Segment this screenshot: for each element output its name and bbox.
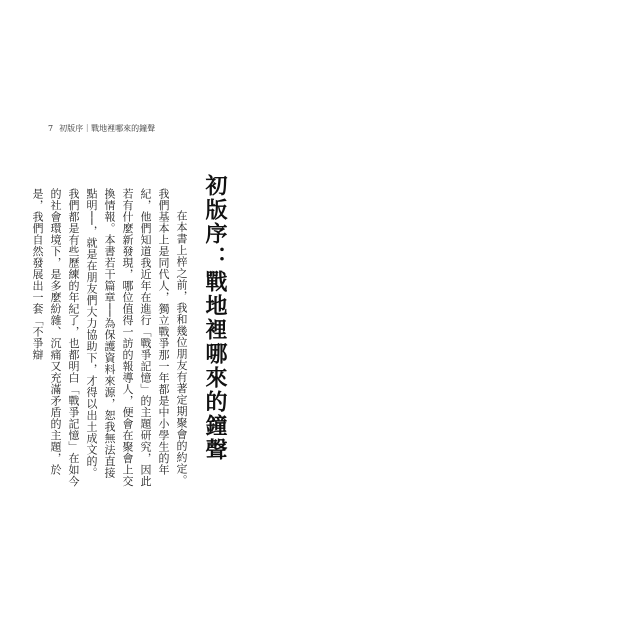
running-head <box>48 124 155 134</box>
chapter-title: 初版序：戰地裡哪來的鐘聲 <box>202 174 228 462</box>
running-head-section: 初版序｜戰地裡哪來的鐘聲 <box>59 124 156 133</box>
body-text-column <box>31 188 190 488</box>
body-paragraph: 在本書上梓之前，我和幾位朋友有著定期聚會的約定。我們基本上是同代人，獨立戰爭那一年都是中小學生的年紀，他們知道我近年在進行「戰爭記憶」的主題研究，因此若有什麼新發現，哪位值得一訪的報導人，便會在聚會上交換情報。本書若干篇章──為保護資料來源，恕我無法直接點明──，就是在朋友們大力協助下，才得以出土成文的。我們都是有些歷練的年紀了，也都明白「戰爭記憶」在如今的社會環境下，是多麼紛雜、沉痛又充滿矛盾的主題，於是，我們自然發展出一套「不爭辯 <box>31 188 188 487</box>
page-number: 7 <box>48 124 54 133</box>
